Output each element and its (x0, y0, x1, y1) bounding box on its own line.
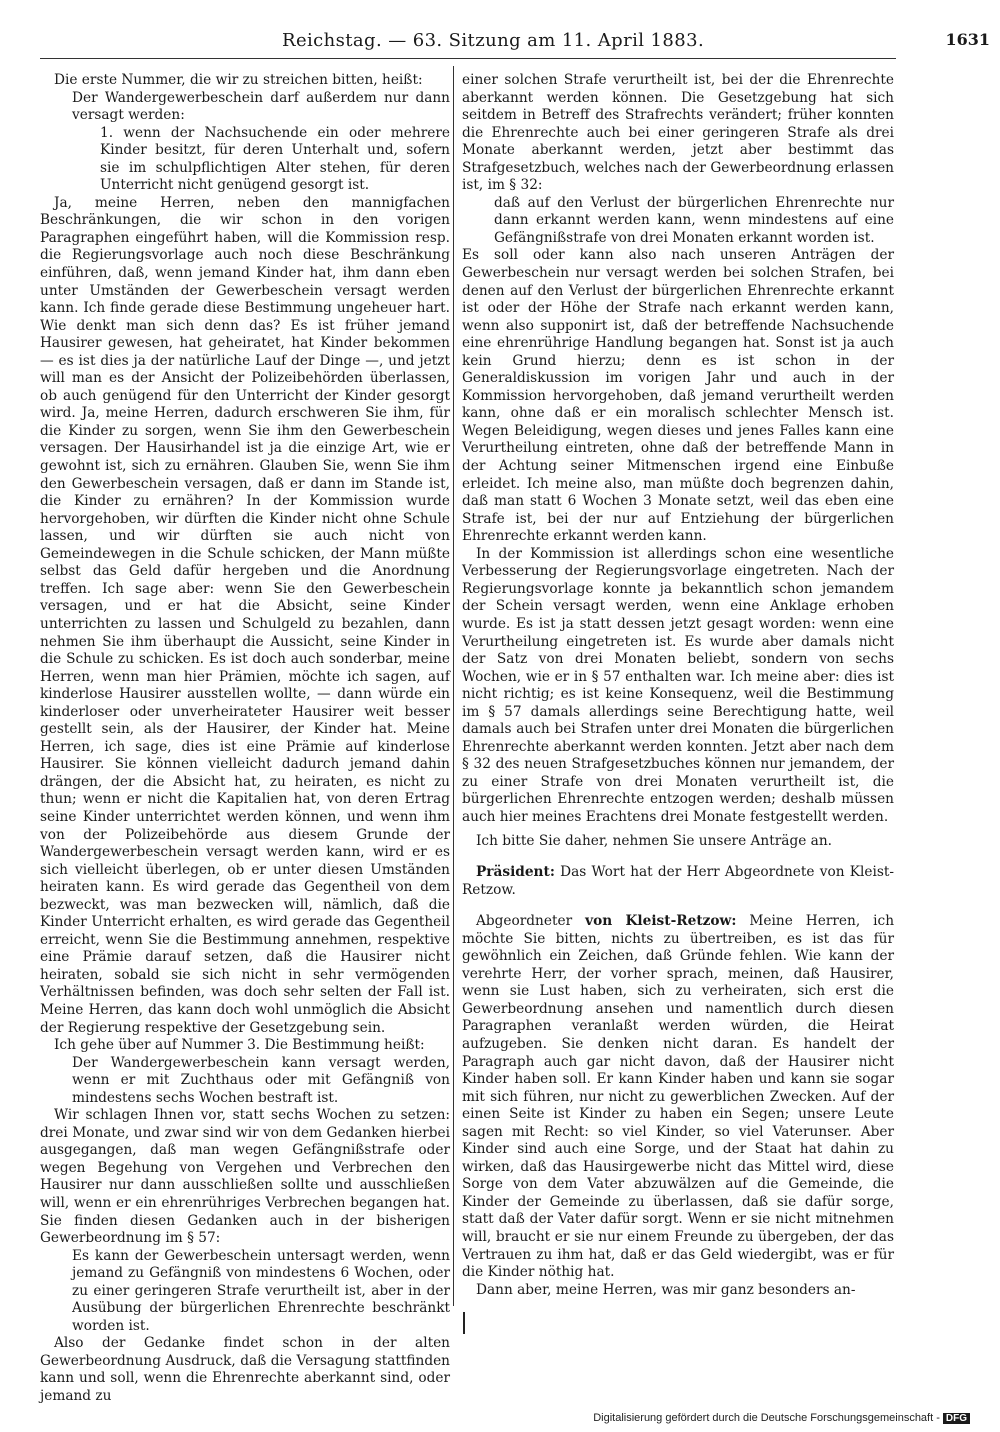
paragraph: Ja, meine Herren, neben den mannigfachen Beschränkungen, die wir schon in den vorigen Paragraphen eingeführt haben, will die Kommission resp. die Regierungsvorlage auch noch diese Beschränkung einführen, daß, wenn jemand Kinder hat, ihm dann eben unter Umständen der Gewerbeschein versagt werden kann. Ich finde gerade diese Bestimmung ungeheuer hart. Wie denkt man sich denn das? Es ist früher jemand Hausirer gewesen, hat geheiratet, hat Kinder bekommen — es ist dies ja der natürliche Lauf der Dinge —, und jetzt will man es der Ansicht der Polizeibehörden überlassen, ob auch genügend für den Unterricht der Kinder gesorgt wird. Ja, meine Herren, dadurch erschweren Sie ihm, für die Kinder zu sorgen, wenn Sie ihm den Gewerbeschein versagen. Der Hausirhandel ist ja die einzige Art, wie er gewohnt ist, sich zu ernähren. Glauben Sie, wenn Sie ihm den Gewerbeschein versagen, daß er dann im Stande ist, die Kinder zu ernähren? In der Kommission wurde hervorgehoben, wir dürften die Kinder nicht ohne Schule lassen, und wir dürften sie auch nicht von Gemeindewegen in die Schule schicken, der Mann müßte selbst das Geld dafür hergeben und die Anordnung treffen. Ich sage aber: wenn Sie den Gewerbeschein versagen, und er hat die Absicht, seine Kinder unterrichten zu lassen und Schulgeld zu bezahlen, dann nehmen Sie ihm überhaupt die Aussicht, seine Kinder in die Schule zu schicken. Es ist doch auch sonderbar, meine Herren, wenn man hier Prämien, möchte ich sagen, auf kinderlose Hausirer ausstellen wollte, — dann würde ein kinderloser oder unverheirateter Hausirer weit besser gestellt sein, als der Hausirer, der Kinder hat. Meine Herren, ich sage, dies ist eine Prämie auf kinderlose Hausirer. Sie können vielleicht dadurch jemand dahin drängen, der die Absicht hat, zu heiraten, es nicht zu thun; wenn er nicht die Kapitalien hat, von deren Ertrag seine Kinder unterrichtet werden können, und wenn ihm von der Polizeibehörde aus diesem Grunde der Wandergewerbeschein versagt werden kann, wird er es sich vielleicht überlegen, ob er unter diesen Umständen heiraten kann. Es wird gerade das Gegentheil von dem bezweckt, was man bezwecken will, nämlich, daß die Kinder Unterricht erhalten, es wird gerade das Gegentheil erreicht, wenn Sie die Bestimmung annehmen, respektive eine Prämie darauf setzen, daß die Hausirer nicht heiraten, sobald sie sich nicht in sehr vermögenden Verhältnissen befinden, was doch sehr selten der Fall ist. Meine Herren, das kann doch wohl unmöglich die Absicht der Regierung respektive der Gesetzgebung sein. (40, 194, 450, 1036)
right-column (462, 72, 894, 1299)
speech-text: Meine Herren, ich möchte Sie bitten, nichts zu übertreiben, es ist das für gewöhnlich ein Zeichen, daß Gründe fehlen. Wie kann der verehrte Herr, der vorher sprach, meinen, daß Hausirer, wenn sie Lust haben, sich zu verheiraten, sich erst die Gewerbeordnung ansehen und namentlich durch diesen Paragraphen veranlaßt werden würden, die Heirat aufzugeben. Sie denken nicht daran. Es handelt der Paragraph auch gar nicht davon, daß der Hausirer nicht Kinder haben soll. Er kann Kinder haben und kann sie sogar mit sich führen, nur nicht zu gewerblichen Zwecken. Auf der einen Seite ist Kinder zu haben ein Segen; unsere Leute sagen mit Recht: so viel Kinder, so viel Vaterunser. Aber Kinder sind auch eine Sorge, und der Staat hat dahin zu wirken, daß das Hausirgewerbe nicht das Mittel wird, diese Sorge von dem Vater abzuwälzen auf die Gemeinde, die Kinder der Gemeinde zu überlassen, daß sie dafür sorge, statt daß der Vater dafür sorgt. Wenn er sie nicht mitnehmen will, braucht er sie nur einem Freunde zu übergeben, der das Vertrauen zu ihm hat, daß er das Geld wiedergibt, was er für die Kinder nöthig hat. (462, 913, 895, 1281)
speaker-label: von Kleist-Retzow: (585, 913, 737, 930)
quoted-provision: Es kann der Gewerbeschein untersagt werden, wenn jemand zu Gefängniß von mindestens 6 Wochen, oder zu einer geringeren Strafe verurtheilt ist, aber in der Ausübung der bürgerlichen Ehrenrechte beschränkt worden ist. (72, 1247, 450, 1334)
speaker-paragraph (462, 913, 894, 1281)
speaker-label: Präsident: (476, 864, 555, 881)
footer-credit (593, 1412, 970, 1424)
paragraph: Die erste Nummer, die wir zu streichen bitten, heißt: (54, 72, 423, 88)
paragraph: Es soll oder kann also nach unseren Anträgen der Gewerbeschein nur versagt werden bei solchen Strafen, bei denen auf den Verlust der bürgerlichen Ehrenrechte erkannt ist oder der Höhe der Strafe nach erkannt werden kann, wenn also supponirt ist, daß der betreffende Nachsuchende eine ehrenrührige Handlung begangen hat. Sonst ist ja auch kein Grund hierzu; denn es ist schon in der Generaldiskussion im vorigen Jahr und auch in der Kommission hervorgehoben, daß jemand verurtheilt werden kann, ohne daß er ein moralisch schlechter Mensch ist. Wegen Beleidigung, wegen dieses und jenes Falles kann eine Verurtheilung eintreten, ohne daß der betreffende Mann in der Achtung seiner Mitmenschen irgend eine Einbuße erleidet. Ich meine also, man müßte doch begrenzen dahin, daß man statt 6 Wochen 3 Monate setzt, weil das eben eine Strafe ist, bei der nur auf Entziehung der bürgerlichen Ehrenrechte erkannt werden kann. (462, 247, 894, 545)
quoted-provision-item: 1. wenn der Nachsuchende ein oder mehrere Kinder besitzt, für deren Unterhalt und, sofern sie im schulpflichtigen Alter stehen, für deren Unterricht nicht genügend gesorgt ist. (100, 124, 450, 194)
margin-mark (463, 1312, 465, 1334)
dfg-logo: DFG (943, 1413, 970, 1424)
paragraph: Ich bitte Sie daher, nehmen Sie unsere Anträge an. (476, 832, 832, 849)
speaker-paragraph (462, 864, 894, 899)
paragraph: Dann aber, meine Herren, was mir ganz besonders an- (476, 1281, 856, 1298)
left-column (40, 72, 450, 1406)
quoted-provision: Der Wandergewerbeschein kann versagt werden, wenn er mit Zuchthaus oder mit Gefängniß von mindestens sechs Wochen bestraft ist. (72, 1054, 450, 1106)
quoted-provision: daß auf den Verlust der bürgerlichen Ehrenrechte nur dann erkannt werden kann, wenn mindestens auf eine Gefängnißstrafe von drei Monaten erkannt worden ist. (494, 194, 894, 246)
paragraph: Wir schlagen Ihnen vor, statt sechs Wochen zu setzen: drei Monate, und zwar sind wir von dem Gedanken hierbei ausgegangen, daß man wegen Gefängnißstrafe oder wegen Begehung von Vergehen und Verbrechen den Hausirer nur dann ausschließen sollte und ausschließen will, wenn er ein ehrenrühriges Verbrechen begangen hat. Sie finden diesen Gedanken auch in der bisherigen Gewerbeordnung im § 57: (40, 1107, 450, 1247)
quoted-provision: Der Wandergewerbeschein darf außerdem nur dann versagt werden: (72, 89, 450, 124)
header-rule (40, 58, 896, 59)
paragraph: Ich gehe über auf Nummer 3. Die Bestimmung heißt: (54, 1037, 425, 1054)
paragraph: einer solchen Strafe verurtheilt ist, bei der die Ehrenrechte aberkannt werden können. Die Gesetzgebung hat sich seitdem in Betreff des Strafrechts verändert; früher konnten die Ehrenrechte auch bei einer geringeren Strafe als drei Monate aberkannt werden, jetzt aber bestimmt das Strafgesetzbuch, welches nach der Gewerbeordnung erlassen ist, im § 32: (462, 72, 894, 194)
speaker-role: Abgeordneter (476, 913, 573, 930)
speech-text: Das Wort hat der Herr Abgeordnete von Kleist-Retzow. (462, 864, 894, 898)
footer-text: Digitalisierung gefördert durch die Deutsche Forschungsgemeinschaft - (593, 1412, 940, 1424)
page-number: 1631 (945, 30, 990, 49)
paragraph: Also der Gedanke findet schon in der alten Gewerbeordnung Ausdruck, daß die Versagung stattfinden kann und soll, wenn die Ehrenrechte aberkannt sind, oder jemand zu (40, 1335, 450, 1405)
page-title: Reichstag. — 63. Sitzung am 11. April 1883. (282, 30, 705, 51)
paragraph: In der Kommission ist allerdings schon eine wesentliche Verbesserung der Regierungsvorlage eingetreten. Nach der Regierungsvorlage konnte ja bekanntlich schon jemandem der Schein versagt werden, wenn eine Anklage erhoben wurde. Es ist ja statt dessen jetzt gesagt worden: wenn eine Verurtheilung eingetreten ist. Es wurde aber damals nicht der Satz von drei Monaten beliebt, sondern von sechs Wochen, wie er in § 57 enthalten war. Ich meine aber: dies ist nicht richtig; es ist keine Konsequenz, weil die Bestimmung im § 57 damals allerdings seine Berechtigung hatte, weil damals auch bei Strafen unter drei Monaten die bürgerlichen Ehrenrechte aberkannt werden konnten. Jetzt aber nach dem § 32 des neuen Strafgesetzbuches können nur jemandem, der zu einer Strafe von drei Monaten verurtheilt ist, die bürgerlichen Ehrenrechte entzogen werden; deshalb müssen auch hier meines Erachtens drei Monate festgestellt werden. (462, 545, 894, 825)
page-header (0, 26, 1000, 56)
column-divider (453, 66, 454, 1306)
